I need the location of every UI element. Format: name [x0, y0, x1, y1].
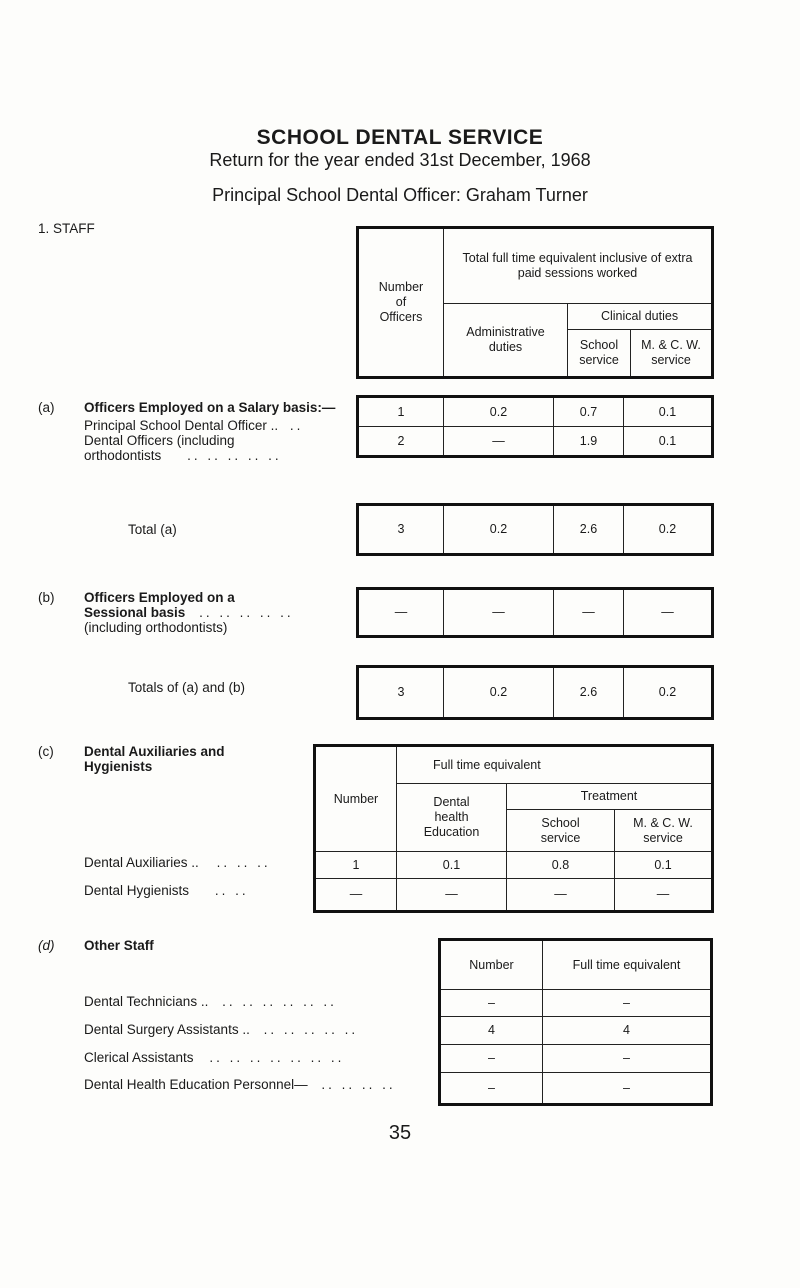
- header-clinical: Clinical duties: [568, 304, 713, 330]
- cell-mcw: —: [624, 589, 713, 637]
- row-dhe-personnel-dots: .. .. .. ..: [321, 1077, 396, 1092]
- header-mcw-service: M. & C. W. service: [631, 330, 713, 378]
- staff-header-table: [356, 226, 714, 379]
- header-school-service: School service: [568, 330, 631, 378]
- row-hygienists-dots: .. ..: [214, 883, 249, 898]
- cell-school: 0.8: [507, 852, 615, 879]
- section-b-sessional: Sessional basis: [84, 605, 186, 620]
- row-auxiliaries-dots: .. .. ..: [216, 855, 271, 870]
- cell-number: 4: [440, 1017, 543, 1045]
- header-administrative: Administrative duties: [444, 304, 568, 378]
- row-hygienists-text: Dental Hygienists: [84, 883, 190, 898]
- cell-number: 2: [358, 427, 444, 457]
- cell-number: 3: [358, 667, 444, 719]
- row-dental-officers-label-2: [84, 448, 282, 463]
- cell-mcw: 0.2: [624, 667, 713, 719]
- cell-admin: 0.2: [444, 667, 554, 719]
- cell-school: —: [507, 879, 615, 912]
- row-technicians-text: Dental Technicians ..: [84, 994, 209, 1009]
- row-auxiliaries-text: Dental Auxiliaries ..: [84, 855, 199, 870]
- principal-officer: Principal School Dental Officer: Graham Turner: [212, 185, 588, 205]
- cell-school: 2.6: [554, 667, 624, 719]
- section-c-label-1: Dental Auxiliaries and: [84, 744, 225, 759]
- section-b-dots: .. .. .. .. ..: [199, 605, 294, 620]
- cell-admin: 0.2: [444, 505, 554, 555]
- cell-mcw: 0.1: [624, 397, 713, 427]
- row-dhe-personnel-label: [84, 1077, 396, 1092]
- total-a-table: [356, 503, 714, 556]
- cell-school: 1.9: [554, 427, 624, 457]
- cell-dhe: 0.1: [397, 852, 507, 879]
- cell-mcw: 0.1: [624, 427, 713, 457]
- row-surgery-assistants-dots: .. .. .. .. ..: [263, 1022, 359, 1037]
- cell-number: 3: [358, 505, 444, 555]
- cell-school: —: [554, 589, 624, 637]
- cell-mcw: 0.1: [615, 852, 713, 879]
- aux-header-mcw: M. & C. W. service: [615, 810, 713, 852]
- other-header-fte: Full time equivalent: [543, 940, 712, 990]
- section-d-label: Other Staff: [84, 938, 154, 953]
- other-staff-table: [438, 938, 713, 1106]
- totals-ab-table: [356, 665, 714, 720]
- cell-admin: —: [444, 589, 554, 637]
- cell-school: 0.7: [554, 397, 624, 427]
- cell-number: —: [315, 879, 397, 912]
- row-principal-dots: ..: [289, 418, 304, 433]
- cell-fte: 4: [543, 1017, 712, 1045]
- row-clerical-text: Clerical Assistants: [84, 1050, 194, 1065]
- cell-number: –: [440, 1073, 543, 1105]
- cell-fte: –: [543, 990, 712, 1017]
- row-dental-officers-label-1: Dental Officers (including: [84, 433, 235, 448]
- row-dental-officers-dots: .. .. .. .. ..: [187, 448, 282, 463]
- header-total-fte: Total full time equivalent inclusive of extra paid sessions worked: [444, 228, 713, 304]
- page-number: 35: [388, 1122, 412, 1144]
- row-clerical-label: [84, 1050, 344, 1065]
- row-technicians-dots: .. .. .. .. .. ..: [222, 994, 337, 1009]
- page-subtitle: Return for the year ended 31st December, 1968: [209, 150, 591, 170]
- section-d-marker: (d): [38, 938, 55, 953]
- header-number-of-officers: Number of Officers: [358, 228, 444, 378]
- sessional-basis-table: [356, 587, 714, 638]
- section-c-label-2: Hygienists: [84, 759, 153, 774]
- auxiliaries-table: [313, 744, 714, 913]
- cell-admin: —: [444, 427, 554, 457]
- aux-header-number: Number: [315, 746, 397, 852]
- total-a-label: Total (a): [128, 522, 177, 537]
- cell-school: 2.6: [554, 505, 624, 555]
- row-principal-label: [84, 418, 303, 433]
- cell-mcw: 0.2: [624, 505, 713, 555]
- row-hygienists-label: [84, 883, 249, 898]
- section-a-label: Officers Employed on a Salary basis:—: [84, 400, 336, 415]
- page-title: SCHOOL DENTAL SERVICE: [256, 126, 544, 149]
- aux-header-treatment: Treatment: [507, 784, 713, 810]
- section-c-marker: (c): [38, 744, 54, 759]
- cell-number: –: [440, 1045, 543, 1073]
- section-b-label-2: [84, 605, 294, 620]
- row-surgery-assistants-text: Dental Surgery Assistants ..: [84, 1022, 250, 1037]
- cell-dhe: —: [397, 879, 507, 912]
- section-b-label-3: (including orthodontists): [84, 620, 228, 635]
- row-principal-text: Principal School Dental Officer ..: [84, 418, 279, 433]
- salary-basis-table: [356, 395, 714, 458]
- cell-number: —: [358, 589, 444, 637]
- cell-number: –: [440, 990, 543, 1017]
- section-b-marker: (b): [38, 590, 55, 605]
- aux-header-fte: Full time equivalent: [397, 746, 713, 784]
- cell-fte: –: [543, 1045, 712, 1073]
- other-header-number: Number: [440, 940, 543, 990]
- aux-header-school: School service: [507, 810, 615, 852]
- section-staff-label: 1. STAFF: [38, 221, 95, 236]
- cell-admin: 0.2: [444, 397, 554, 427]
- totals-ab-label: Totals of (a) and (b): [128, 680, 246, 695]
- row-surgery-assistants-label: [84, 1022, 358, 1037]
- aux-header-dhe: Dental health Education: [397, 784, 507, 852]
- cell-number: 1: [315, 852, 397, 879]
- cell-number: 1: [358, 397, 444, 427]
- section-a-marker: (a): [38, 400, 55, 415]
- row-clerical-dots: .. .. .. .. .. .. ..: [209, 1050, 345, 1065]
- cell-fte: –: [543, 1073, 712, 1105]
- row-dental-officers-text: orthodontists: [84, 448, 162, 463]
- section-b-label-1: Officers Employed on a: [84, 590, 235, 605]
- row-auxiliaries-label: [84, 855, 271, 870]
- row-technicians-label: [84, 994, 337, 1009]
- cell-mcw: —: [615, 879, 713, 912]
- row-dhe-personnel-text: Dental Health Education Personnel—: [84, 1077, 308, 1092]
